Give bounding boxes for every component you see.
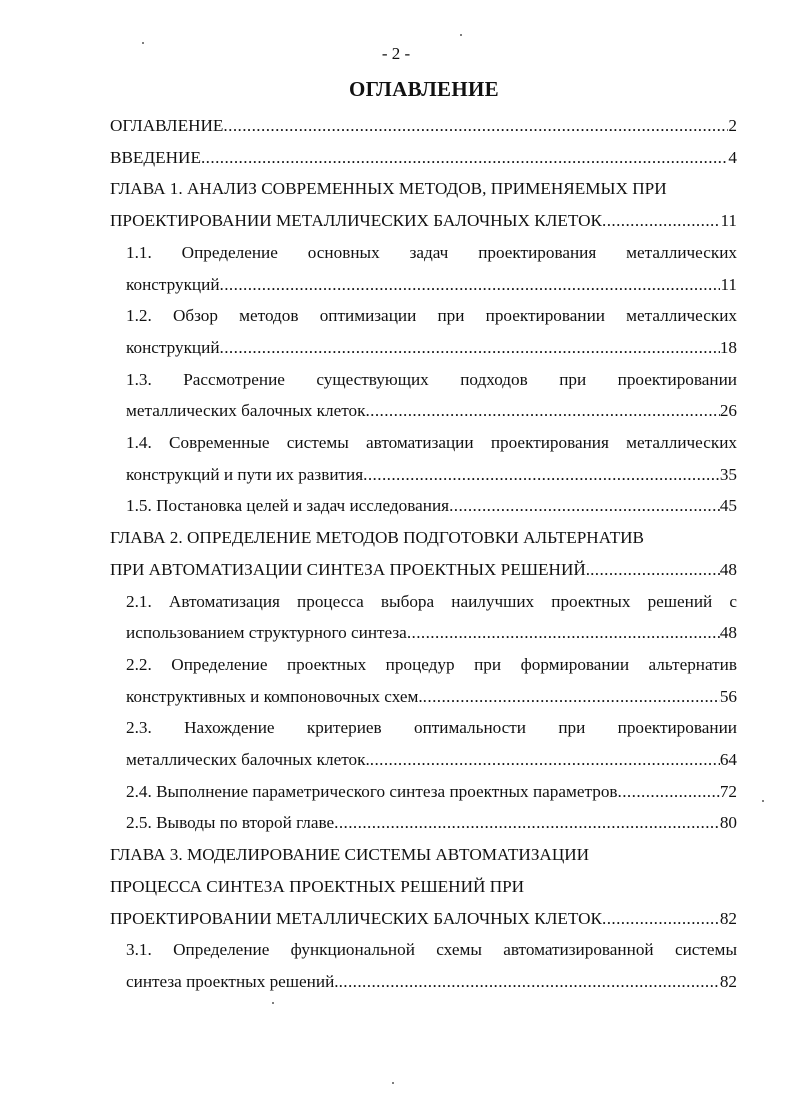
toc-entry-title: конструкций: [126, 337, 220, 357]
toc-heading: ОГЛАВЛЕНИЕ: [349, 77, 499, 101]
toc-entry-line: [126, 465, 737, 493]
scan-speck: [142, 42, 144, 44]
toc-page-number: 48: [719, 559, 737, 579]
toc-page-number: 35: [719, 464, 737, 484]
dot-leader: [223, 116, 728, 136]
toc-entry-title: металлических балочных клеток: [126, 401, 366, 421]
toc-entry-line: [126, 972, 737, 1000]
dot-leader: [618, 782, 720, 802]
toc-entry-line: [126, 275, 737, 303]
toc-page-number: 26: [719, 401, 737, 421]
toc-entry-line-wrap: 1.2. Обзор методов оптимизации при проектировании металлических: [126, 306, 737, 326]
toc-entry-line: [126, 496, 737, 524]
dot-leader: [220, 338, 720, 358]
toc-entry-line-wrap: 2.2. Определение проектных процедур при формировании альтернатив: [126, 654, 737, 674]
toc-entry-title: использованием структурного синтеза: [126, 623, 407, 643]
toc-entry-line-wrap: 2.3. Нахождение критериев оптимальности при проектировании: [126, 718, 737, 738]
dot-leader: [407, 623, 720, 643]
scan-speck: [762, 800, 764, 802]
toc-entry-title: конструкций и пути их развития: [126, 464, 364, 484]
toc-entry-line: [126, 750, 737, 778]
toc-entry-title: ПРОЕКТИРОВАНИИ МЕТАЛЛИЧЕСКИХ БАЛОЧНЫХ КЛЕТОК: [110, 908, 602, 928]
toc-entry-line-wrap: 3.1. Определение функциональной схемы автоматизированной системы: [126, 940, 737, 960]
toc-entry-title: ОГЛАВЛЕНИЕ: [110, 116, 224, 135]
dot-leader: [339, 972, 720, 992]
toc-entry-line-wrap: 2.1. Автоматизация процесса выбора наилучших проектных решений с: [126, 591, 737, 611]
scan-speck: [272, 1002, 274, 1004]
toc-page-number: 80: [719, 813, 737, 833]
toc-entry-line: [126, 782, 737, 810]
toc-entry-line-wrap: ГЛАВА 3. МОДЕЛИРОВАНИЕ СИСТЕМЫ АВТОМАТИЗАЦИИ: [110, 845, 590, 865]
toc-entry-line-wrap: ПРОЦЕССА СИНТЕЗА ПРОЕКТНЫХ РЕШЕНИЙ ПРИ: [110, 876, 525, 896]
page-number: - 2 -: [381, 44, 411, 63]
toc-page-number: 64: [719, 750, 737, 769]
toc-page-number: 82: [719, 971, 737, 991]
toc-page-number: 45: [719, 496, 737, 516]
dot-leader: [363, 465, 720, 485]
toc-page-number: 48: [719, 623, 737, 643]
toc-entry-title: 2.5. Выводы по второй главе: [126, 813, 335, 833]
toc-entry-line-wrap: ГЛАВА 2. ОПРЕДЕЛЕНИЕ МЕТОДОВ ПОДГОТОВКИ АЛЬТЕРНАТИВ: [110, 528, 644, 548]
toc-entry-line: [110, 148, 737, 176]
toc-entry-line-wrap: ГЛАВА 1. АНАЛИЗ СОВРЕМЕННЫХ МЕТОДОВ, ПРИМЕНЯЕМЫХ ПРИ: [110, 179, 667, 199]
toc-entry-line: [126, 338, 737, 366]
toc-entry-title: ПРИ АВТОМАТИЗАЦИИ СИНТЕЗА ПРОЕКТНЫХ РЕШЕНИЙ.: [110, 559, 591, 579]
dot-leader: [590, 560, 720, 580]
toc-page-number: 4: [728, 147, 737, 167]
toc-entry-line-wrap: 1.4. Современные системы автоматизации проектирования металлических: [126, 433, 737, 452]
toc-page-number: 72: [719, 781, 737, 801]
toc-page-number: 18: [719, 337, 737, 357]
toc-entry-line: [110, 211, 737, 239]
toc-page-number: 11: [720, 211, 737, 231]
toc-entry-line: [110, 909, 737, 937]
toc-entry-line: [110, 560, 737, 588]
dot-leader: [370, 750, 720, 770]
toc-entry-line: [126, 687, 737, 715]
toc-entry-title: конструкций: [126, 274, 220, 294]
dot-leader: [201, 148, 728, 168]
toc-entry-title: ПРОЕКТИРОВАНИИ МЕТАЛЛИЧЕСКИХ БАЛОЧНЫХ КЛЕТОК: [110, 211, 602, 231]
dot-leader: [602, 909, 720, 929]
toc-entry-title: конструктивных и компоновочных схем.: [126, 686, 423, 706]
scan-speck: [460, 34, 462, 36]
toc-entry-title: ВВЕДЕНИЕ: [110, 147, 201, 167]
dot-leader: [449, 496, 720, 516]
toc-page-number: 2: [728, 116, 737, 135]
dot-leader: [334, 813, 720, 833]
scan-speck: [392, 1082, 394, 1084]
dot-leader: [220, 275, 721, 295]
toc-entry-title: синтеза проектных решений.: [126, 971, 339, 991]
toc-page-number: 11: [720, 274, 737, 294]
toc-entry-title: 1.5. Постановка целей и задач исследования: [126, 496, 450, 516]
toc-entry-line: [126, 813, 737, 841]
toc-page-number: 82: [719, 908, 737, 928]
toc-entry-line: [126, 623, 737, 651]
toc-entry-title: 2.4. Выполнение параметрического синтеза проектных параметров: [126, 781, 618, 801]
toc-entry-title: металлических балочных клеток.: [126, 750, 370, 769]
toc-entry-line-wrap: 1.1. Определение основных задач проектирования металлических: [126, 242, 737, 262]
dot-leader: [423, 687, 720, 707]
dot-leader: [365, 401, 719, 421]
toc-entry-line: [110, 116, 737, 144]
toc-entry-line: [126, 401, 737, 429]
toc-entry-line-wrap: 1.3. Рассмотрение существующих подходов при проектировании: [126, 369, 737, 389]
dot-leader: [602, 211, 720, 231]
toc-page-number: 56: [719, 686, 737, 706]
